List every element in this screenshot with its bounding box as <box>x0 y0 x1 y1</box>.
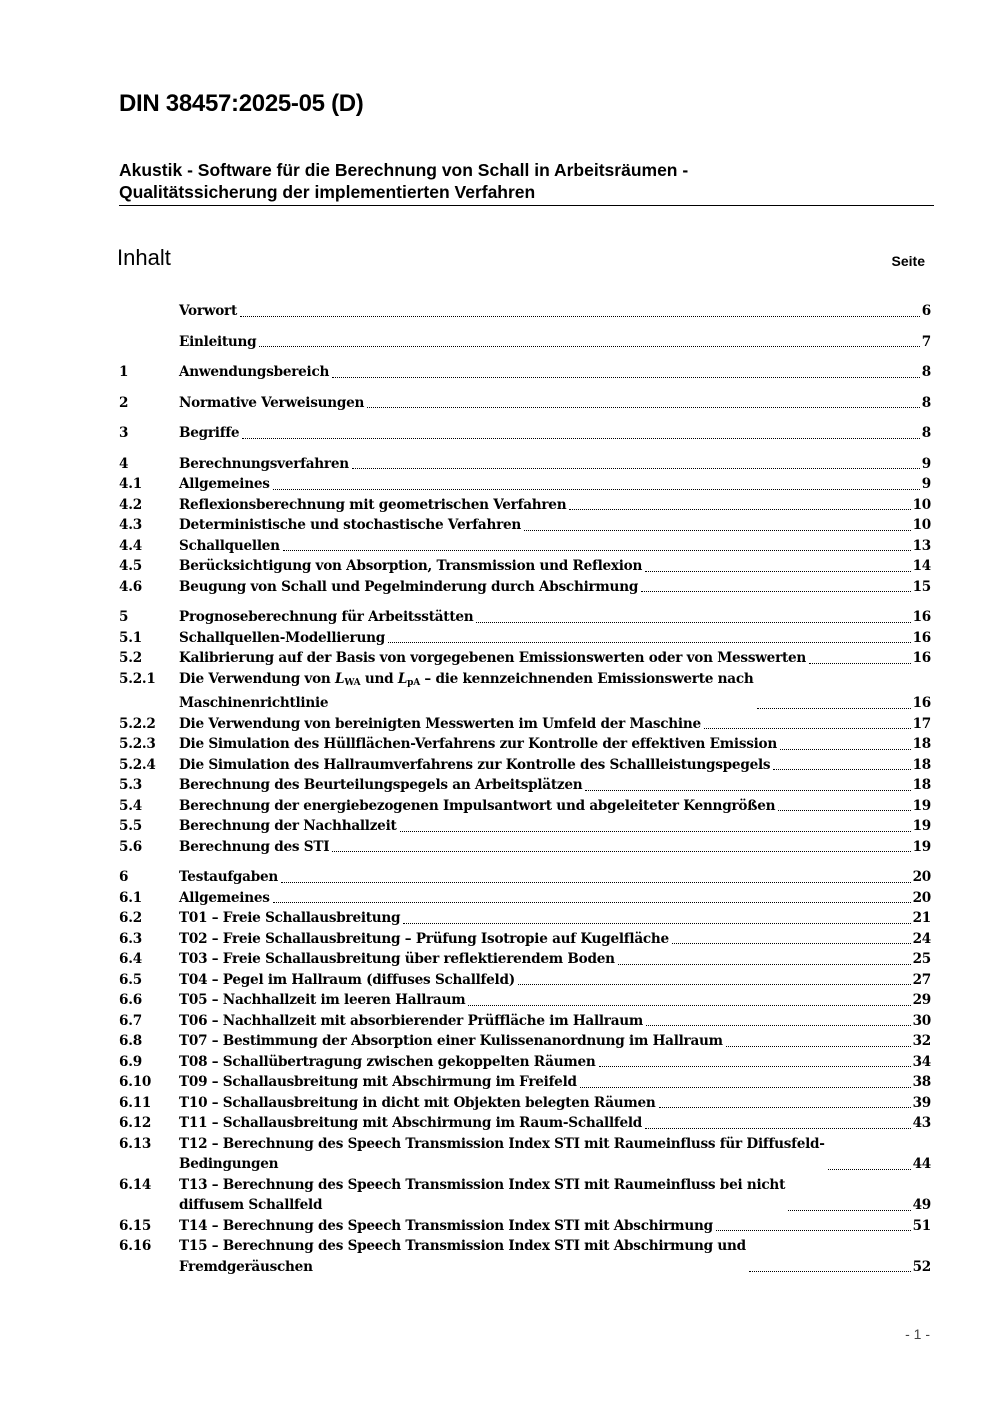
dot-leader <box>388 642 911 643</box>
toc-entry-number: 5.2.1 <box>119 670 156 687</box>
toc-entry-title: Deterministische und stochastische Verfahren <box>179 517 522 533</box>
toc-entry[interactable] <box>119 970 931 991</box>
toc-entry[interactable] <box>119 332 931 353</box>
toc-entry[interactable] <box>119 301 931 322</box>
toc-heading: Inhalt <box>117 245 171 270</box>
toc-entry-body <box>179 1052 931 1073</box>
dot-leader <box>281 882 911 883</box>
toc-entry-body <box>179 423 931 444</box>
toc-entry-title: Begriffe <box>179 425 240 441</box>
toc-entry[interactable] <box>119 1134 931 1175</box>
toc-entry[interactable] <box>119 577 931 598</box>
toc-entry-number: 4.1 <box>119 476 142 492</box>
toc-entry-number: 5.2 <box>119 650 142 666</box>
dot-leader <box>240 316 920 317</box>
toc-entry[interactable] <box>119 1093 931 1114</box>
toc-entry-title: Berechnung der Nachhallzeit <box>179 818 397 834</box>
toc-entry[interactable] <box>119 669 931 714</box>
toc-entry-number: 6.15 <box>119 1217 152 1234</box>
toc-entry-title: Berechnung der energiebezogenen Impulsantwort und abgeleiteter Kenngrößen <box>179 797 776 814</box>
toc-entry-number: 6.6 <box>119 992 142 1008</box>
toc-entry[interactable] <box>119 1011 931 1032</box>
dot-leader <box>400 831 911 832</box>
document-title: DIN 38457:2025-05 (D) <box>119 90 364 117</box>
toc-entry-title: T06 – Nachhallzeit mit absorbierender Prüffläche im Hallraum <box>179 1012 644 1029</box>
toc-entry-number: 6.16 <box>119 1238 152 1254</box>
toc-entry-number: 5.4 <box>119 797 142 814</box>
toc-entry-page: 16 <box>912 650 931 666</box>
toc-entry-title: Schallquellen-Modellierung <box>179 629 385 646</box>
toc-entry[interactable] <box>119 1113 931 1134</box>
toc-entry-page: 19 <box>912 838 931 855</box>
toc-entry-body <box>179 755 931 776</box>
dot-leader <box>645 571 910 572</box>
dot-leader <box>659 1107 911 1108</box>
dot-leader <box>749 1271 911 1272</box>
toc-entry-number: 6.7 <box>119 1012 142 1029</box>
symbol-l-wa: L <box>335 670 345 687</box>
toc-entry-body <box>179 1113 931 1134</box>
toc-entry-body <box>179 949 931 970</box>
toc-entry-number: 4.6 <box>119 578 142 595</box>
toc-entry-body <box>179 301 931 322</box>
toc-entry-number: 6.1 <box>119 889 142 906</box>
toc-entry-body <box>179 837 931 858</box>
toc-entry-title: Allgemeines <box>179 889 270 906</box>
toc-entry-body <box>179 990 931 1011</box>
toc-entry-body <box>179 495 931 516</box>
dot-leader <box>645 1128 911 1129</box>
toc-entry-page: 17 <box>912 715 931 732</box>
toc-entry-page: 18 <box>912 777 931 793</box>
toc-entry[interactable] <box>119 714 931 735</box>
toc-entry-page: 10 <box>912 517 931 533</box>
toc-entry[interactable] <box>119 536 931 557</box>
toc-entry-page: 10 <box>912 496 931 513</box>
toc-entry-body <box>179 515 931 536</box>
toc-entry-page: 15 <box>912 578 931 595</box>
toc-entry-title: T01 – Freie Schallausbreitung <box>179 910 401 926</box>
toc-entry[interactable] <box>119 454 931 475</box>
toc-entry-number: 5.6 <box>119 838 142 855</box>
dot-leader <box>476 622 910 623</box>
dot-leader <box>569 509 910 510</box>
dot-leader <box>403 923 910 924</box>
toc-entry[interactable] <box>119 796 931 817</box>
toc-entry-body <box>179 888 931 909</box>
toc-entry-body <box>179 648 931 669</box>
toc-entry-page: 8 <box>921 425 931 441</box>
toc-entry-body <box>179 577 931 598</box>
toc-entry-page: 19 <box>912 797 931 814</box>
toc-entry[interactable] <box>119 837 931 858</box>
toc-entry-title: Beugung von Schall und Pegelminderung durch Abschirmung <box>179 578 639 595</box>
dot-leader <box>599 1066 911 1067</box>
toc-entry-title: Berechnung des STI <box>179 838 330 855</box>
toc-entry-page: 18 <box>912 756 931 773</box>
dot-leader <box>641 591 911 592</box>
toc-entry-title-continuation: Fremdgeräuschen <box>179 1258 313 1275</box>
dot-leader <box>352 468 920 469</box>
toc-entry-page: 20 <box>912 889 931 906</box>
toc-entry-number: 4.4 <box>119 537 142 554</box>
toc-entry-title-continuation: Bedingungen <box>179 1156 279 1172</box>
toc-entry-title-continuation: diffusem Schallfeld <box>179 1197 323 1213</box>
toc-entry-page: 13 <box>912 537 931 554</box>
toc-entry-page: 51 <box>912 1217 931 1234</box>
toc-entry[interactable] <box>119 1216 931 1237</box>
toc-entry-title: T11 – Schallausbreitung mit Abschirmung im Raum-Schallfeld <box>179 1115 643 1131</box>
toc-entry-number: 6.10 <box>119 1074 152 1090</box>
dot-leader <box>242 438 919 439</box>
dot-leader <box>283 550 911 551</box>
toc-entry-body <box>179 929 931 950</box>
toc-entry[interactable] <box>119 888 931 909</box>
toc-entry-page: 16 <box>912 695 931 711</box>
dot-leader <box>646 1025 911 1026</box>
toc-entry-body <box>179 454 931 475</box>
dot-leader <box>618 964 911 965</box>
toc-entry-title: Allgemeines <box>179 476 270 492</box>
toc-entry-number: 6.11 <box>119 1094 152 1111</box>
toc-entry-title: Berücksichtigung von Absorption, Transmission und Reflexion <box>179 558 643 574</box>
toc-entry[interactable] <box>119 775 931 796</box>
toc-entry-number: 5.1 <box>119 629 142 646</box>
toc-entry[interactable] <box>119 648 931 669</box>
toc-entry[interactable] <box>119 362 931 383</box>
toc-entry-number: 4.2 <box>119 496 142 513</box>
toc-entry-page: 43 <box>912 1115 931 1131</box>
toc-entry-number: 6.12 <box>119 1115 152 1131</box>
subscript-pa: pA <box>407 677 420 688</box>
subtitle-line-1: Akustik - Software für die Berechnung von Schall in Arbeitsräumen - <box>119 160 689 180</box>
toc-entry[interactable] <box>119 867 931 888</box>
toc-entry-title: Schallquellen <box>179 537 280 554</box>
toc-entry-page: 16 <box>912 609 931 625</box>
toc-entry-body <box>179 669 931 714</box>
toc-entry[interactable] <box>119 1052 931 1073</box>
toc-entry[interactable] <box>119 990 931 1011</box>
dot-leader <box>524 530 911 531</box>
toc-entry-number: 5.3 <box>119 777 142 793</box>
toc-entry-title: T03 – Freie Schallausbreitung über reflektierendem Boden <box>179 951 615 967</box>
toc-entry-body <box>179 362 931 383</box>
toc-entry-body <box>179 1134 931 1175</box>
toc-entry[interactable] <box>119 495 931 516</box>
toc-entry[interactable] <box>119 755 931 776</box>
toc-entry-title: Normative Verweisungen <box>179 394 365 411</box>
toc-entry-number: 4.3 <box>119 517 142 533</box>
toc-entry[interactable] <box>119 908 931 929</box>
toc-entry-number: 1 <box>119 364 129 380</box>
toc-entry-title: T07 – Bestimmung der Absorption einer Kulissenanordnung im Hallraum <box>179 1033 723 1049</box>
dot-leader <box>757 708 911 709</box>
toc-entry-title: Berechnungsverfahren <box>179 455 349 472</box>
toc-entry-number: 6.2 <box>119 910 142 926</box>
toc-entry-page: 8 <box>921 394 931 411</box>
toc-entry-title <box>179 669 754 714</box>
toc-entry-page: 32 <box>912 1033 931 1049</box>
toc-entry-page: 9 <box>921 455 931 472</box>
toc-entry-page: 30 <box>912 1012 931 1029</box>
toc-entry-body <box>179 607 931 628</box>
toc-entry-title: Berechnung des Beurteilungspegels an Arbeitsplätzen <box>179 777 583 793</box>
toc-entry-page: 44 <box>912 1156 931 1172</box>
toc-entry-body <box>179 970 931 991</box>
toc-entry-number: 6.5 <box>119 971 142 988</box>
toc-entry-number: 6.13 <box>119 1135 152 1152</box>
dot-leader <box>585 790 910 791</box>
dot-leader <box>809 663 911 664</box>
dot-leader <box>672 943 911 944</box>
toc-entry-number: 5.2.2 <box>119 715 156 732</box>
toc-entry-title-continuation: Maschinenrichtlinie <box>179 695 329 711</box>
toc-entry-page: 25 <box>912 951 931 967</box>
toc-entry-page: 9 <box>921 476 931 492</box>
table-of-contents <box>119 301 931 1277</box>
toc-entry-title: T09 – Schallausbreitung mit Abschirmung im Freifeld <box>179 1074 577 1090</box>
dot-leader <box>468 1005 910 1006</box>
toc-entry-body <box>179 816 931 837</box>
toc-entry-body <box>179 536 931 557</box>
toc-entry-page: 38 <box>912 1074 931 1090</box>
toc-entry-title: T04 – Pegel im Hallraum (diffuses Schallfeld) <box>179 971 515 988</box>
toc-entry[interactable] <box>119 734 931 755</box>
dot-leader <box>518 984 911 985</box>
toc-entry-number: 5.2.4 <box>119 756 156 773</box>
toc-entry-body <box>179 714 931 735</box>
toc-entry-body <box>179 1216 931 1237</box>
toc-entry-title: Einleitung <box>179 333 257 350</box>
toc-entry-number: 6.4 <box>119 951 142 967</box>
toc-entry-page: 27 <box>912 971 931 988</box>
toc-entry-page: 6 <box>921 303 931 319</box>
toc-entry-body <box>179 796 931 817</box>
dot-leader <box>788 1210 910 1211</box>
toc-entry-title: Testaufgaben <box>179 869 279 885</box>
toc-entry-number: 4 <box>119 455 129 472</box>
toc-entry-page: 16 <box>912 629 931 646</box>
toc-entry[interactable] <box>119 1072 931 1093</box>
toc-entry-page: 8 <box>921 364 931 380</box>
toc-entry-title: Prognoseberechnung für Arbeitsstätten <box>179 609 474 625</box>
toc-entry-page: 34 <box>912 1053 931 1070</box>
dot-leader <box>726 1046 911 1047</box>
dot-leader <box>580 1087 911 1088</box>
toc-entry[interactable] <box>119 816 931 837</box>
toc-entry-title-line: T13 – Berechnung des Speech Transmission Index STI mit Raumeinfluss bei nicht <box>179 1176 786 1193</box>
toc-entry-body <box>179 474 931 495</box>
toc-entry-title <box>179 1236 746 1277</box>
toc-entry-body <box>179 734 931 755</box>
toc-entry-page: 21 <box>912 910 931 926</box>
dot-leader <box>704 728 911 729</box>
toc-entry-title: Die Simulation des Hüllflächen-Verfahrens zur Kontrolle der effektiven Emission <box>179 736 777 752</box>
toc-entry-body <box>179 1175 931 1216</box>
toc-entry-title <box>179 1175 785 1216</box>
toc-entry-page: 20 <box>912 869 931 885</box>
toc-entry[interactable] <box>119 1031 931 1052</box>
toc-entry-title-line: T12 – Berechnung des Speech Transmission Index STI mit Raumeinfluss für Diffusfeld- <box>179 1135 825 1152</box>
toc-entry-page: 7 <box>921 333 931 350</box>
toc-entry-body <box>179 908 931 929</box>
toc-entry-title <box>179 1134 825 1175</box>
toc-entry-body <box>179 867 931 888</box>
toc-entry[interactable] <box>119 556 931 577</box>
toc-entry-number: 6.14 <box>119 1176 152 1193</box>
toc-entry[interactable] <box>119 628 931 649</box>
toc-entry[interactable] <box>119 607 931 628</box>
toc-entry-page: 18 <box>912 736 931 752</box>
toc-entry-number: 4.5 <box>119 558 142 574</box>
toc-entry-body <box>179 1072 931 1093</box>
toc-entry-page: 14 <box>912 558 931 574</box>
toc-entry-body <box>179 1236 931 1277</box>
dot-leader <box>773 769 910 770</box>
toc-entry-body <box>179 775 931 796</box>
toc-entry-title: Kalibrierung auf der Basis von vorgegebenen Emissionswerten oder von Messwerten <box>179 650 807 666</box>
toc-entry[interactable] <box>119 1175 931 1216</box>
subtitle-line-2: Qualitätssicherung der implementierten Verfahren <box>119 182 536 202</box>
dot-leader <box>780 749 911 750</box>
title-divider <box>119 205 934 206</box>
dot-leader <box>332 377 920 378</box>
toc-entry-body <box>179 1011 931 1032</box>
toc-entry-title-line: T15 – Berechnung des Speech Transmission Index STI mit Abschirmung und <box>179 1238 746 1254</box>
toc-entry[interactable] <box>119 423 931 444</box>
dot-leader <box>778 810 910 811</box>
toc-entry-body <box>179 332 931 353</box>
dot-leader <box>367 407 920 408</box>
dot-leader <box>332 851 910 852</box>
toc-entry[interactable] <box>119 515 931 536</box>
toc-entry-number: 5.2.3 <box>119 736 156 752</box>
toc-entry[interactable] <box>119 393 931 414</box>
toc-entry-title: T14 – Berechnung des Speech Transmission Index STI mit Abschirmung <box>179 1217 713 1234</box>
page-number: - 1 - <box>905 1326 930 1342</box>
subscript-wa: WA <box>344 677 361 688</box>
dot-leader <box>716 1230 911 1231</box>
toc-entry-title: Vorwort <box>179 303 237 319</box>
toc-entry-page: 29 <box>912 992 931 1008</box>
toc-entry-title: T08 – Schallübertragung zwischen gekoppelten Räumen <box>179 1053 596 1070</box>
toc-entry-number: 6.9 <box>119 1053 142 1070</box>
toc-entry[interactable] <box>119 929 931 950</box>
toc-entry-number: 3 <box>119 425 129 441</box>
toc-entry[interactable] <box>119 1236 931 1277</box>
toc-entry-page: 49 <box>912 1197 931 1213</box>
toc-entry-title: Die Verwendung von bereinigten Messwerten im Umfeld der Maschine <box>179 715 701 732</box>
toc-title-segment: Die Verwendung von <box>179 670 336 687</box>
dot-leader <box>273 902 911 903</box>
toc-entry-page: 52 <box>912 1258 931 1275</box>
toc-entry-page: 19 <box>912 818 931 834</box>
toc-entry-number: 6 <box>119 869 129 885</box>
toc-entry-number: 5 <box>119 609 129 625</box>
toc-entry-body <box>179 1031 931 1052</box>
toc-entry-title: Anwendungsbereich <box>179 364 330 380</box>
toc-entry-body <box>179 556 931 577</box>
page-column-label: Seite <box>891 253 925 269</box>
dot-leader <box>828 1169 911 1170</box>
toc-entry-title: T10 – Schallausbreitung in dicht mit Objekten belegten Räumen <box>179 1094 656 1111</box>
toc-entry-number: 5.5 <box>119 818 142 834</box>
toc-entry-number: 6.8 <box>119 1033 142 1049</box>
toc-title-segment: und <box>360 670 398 687</box>
document-subtitle <box>119 159 688 203</box>
toc-entry[interactable] <box>119 949 931 970</box>
toc-entry-title: Die Simulation des Hallraumverfahrens zur Kontrolle des Schallleistungspegels <box>179 756 771 773</box>
toc-entry-title: T02 – Freie Schallausbreitung – Prüfung Isotropie auf Kugelfläche <box>179 930 669 947</box>
dot-leader <box>273 489 920 490</box>
toc-entry-body <box>179 1093 931 1114</box>
toc-entry-title: T05 – Nachhallzeit im leeren Hallraum <box>179 992 466 1008</box>
toc-entry[interactable] <box>119 474 931 495</box>
toc-entry-number: 6.3 <box>119 930 142 947</box>
toc-entry-body <box>179 393 931 414</box>
toc-entry-page: 39 <box>912 1094 931 1111</box>
toc-entry-title-line <box>179 669 754 694</box>
toc-entry-body <box>179 628 931 649</box>
toc-entry-title: Reflexionsberechnung mit geometrischen Verfahren <box>179 496 567 513</box>
toc-entry-number: 2 <box>119 394 129 411</box>
toc-title-segment: – die kennzeichnenden Emissionswerte nach <box>419 670 754 687</box>
dot-leader <box>259 346 919 347</box>
symbol-l-pa: L <box>397 670 408 687</box>
toc-entry-page: 24 <box>912 930 931 947</box>
